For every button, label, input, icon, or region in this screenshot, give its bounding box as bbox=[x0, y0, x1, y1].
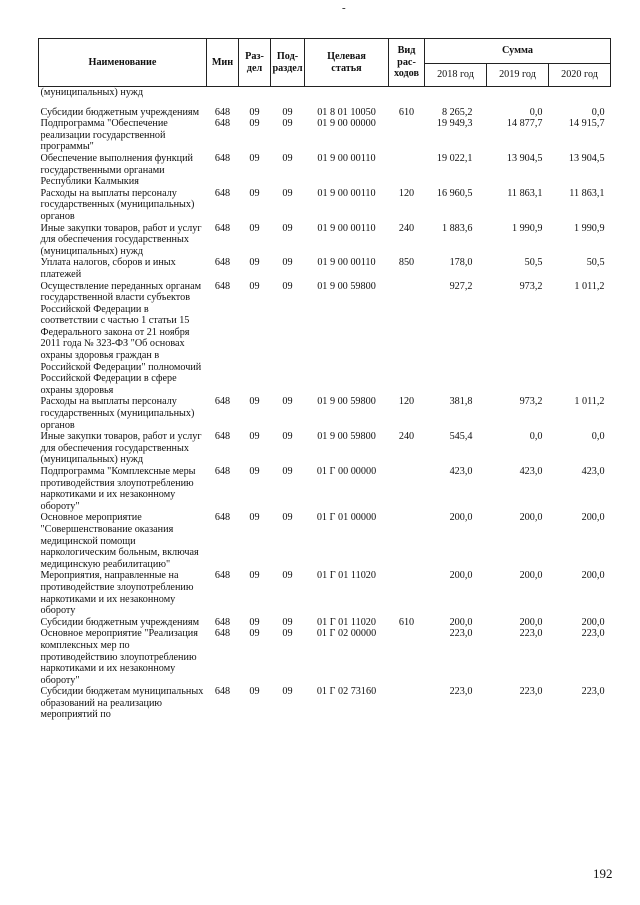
row-sum-2019: 200,0 bbox=[519, 512, 543, 524]
header-summa: Сумма bbox=[425, 39, 611, 64]
row-name: Осуществление переданных органам государственной власти субъектов Российской Федерации в соответствии с частью 1 статьи 15 Федерального закона от 21 ноября 2011 года № 323-ФЗ "Об основах охраны здоровья граждан в Российской Федерации" полномочий Российской Федерации в сфере охраны здоровья bbox=[40, 280, 202, 396]
page-number: 192 bbox=[593, 866, 613, 881]
row-sum-2019: 11 863,1 bbox=[507, 187, 543, 199]
row-sum-2018: 19 022,1 bbox=[436, 152, 473, 164]
row-sum-2020: 13 904,5 bbox=[568, 152, 605, 164]
row-min: 648 bbox=[214, 431, 231, 443]
row-min: 648 bbox=[214, 628, 231, 640]
row-razdel: 09 bbox=[249, 106, 260, 118]
header-vid: Вид рас- ходов bbox=[389, 39, 425, 87]
header-2019: 2019 год bbox=[487, 64, 549, 87]
row-sum-2018: 545,4 bbox=[449, 431, 473, 443]
row-min: 648 bbox=[214, 396, 231, 408]
table-row bbox=[39, 466, 611, 512]
row-podrazdel: 09 bbox=[282, 466, 293, 477]
header-celevaya: Целевая статья bbox=[305, 39, 389, 87]
row-min: 648 bbox=[214, 512, 231, 524]
row-sum-2020: 11 863,1 bbox=[569, 187, 605, 199]
table-row bbox=[39, 431, 611, 466]
row-vid: 610 bbox=[398, 616, 415, 628]
header-2020: 2020 год bbox=[549, 64, 611, 87]
table-row bbox=[39, 188, 611, 223]
row-name: Уплата налогов, сборов и иных платежей bbox=[40, 257, 176, 280]
row-min: 648 bbox=[214, 257, 231, 269]
row-sum-2018: 16 960,5 bbox=[436, 187, 473, 199]
row-min: 648 bbox=[214, 570, 231, 582]
row-sum-2018: 200,0 bbox=[449, 570, 473, 582]
row-vid: 850 bbox=[398, 257, 415, 269]
row-podrazdel: 09 bbox=[282, 628, 293, 640]
row-sum-2019: 50,5 bbox=[524, 257, 543, 269]
continuation-text: (муниципальных) нужд bbox=[40, 87, 143, 98]
row-sum-2019: 223,0 bbox=[519, 628, 543, 640]
row-sum-2018: 8 265,2 bbox=[441, 106, 473, 118]
row-sum-2018: 381,8 bbox=[449, 396, 473, 408]
table-row bbox=[39, 257, 611, 280]
row-sum-2019: 0,0 bbox=[529, 431, 543, 443]
row-sum-2019: 200,0 bbox=[519, 570, 543, 582]
header-2018: 2018 год bbox=[425, 64, 487, 87]
row-vid bbox=[389, 153, 425, 188]
row-sum-2018: 178,0 bbox=[449, 257, 473, 269]
row-sum-2020: 0,0 bbox=[591, 106, 605, 118]
row-podrazdel: 09 bbox=[282, 431, 293, 443]
row-sum-2019: 14 877,7 bbox=[506, 118, 543, 130]
row-razdel: 09 bbox=[249, 628, 260, 640]
row-celevaya: 01 9 00 00110 bbox=[317, 222, 376, 234]
row-name: Подпрограмма "Обеспечение реализации государственной программы" bbox=[40, 118, 168, 153]
header-razdel: Раз- дел bbox=[239, 39, 271, 87]
row-name: Мероприятия, направленные на противодействие злоупотреблению наркотиками и их незаконному обороту bbox=[40, 570, 194, 617]
row-name: Иные закупки товаров, работ и услуг для обеспечения государственных (муниципальных) нужд bbox=[40, 222, 202, 257]
row-razdel: 09 bbox=[249, 616, 260, 628]
budget-table bbox=[38, 38, 611, 721]
top-mark: - bbox=[342, 2, 346, 14]
table-row bbox=[39, 153, 611, 188]
row-celevaya: 01 Г 01 11020 bbox=[317, 616, 376, 628]
row-razdel: 09 bbox=[249, 431, 260, 443]
row-min: 648 bbox=[214, 106, 231, 118]
row-name: Подпрограмма "Комплексные меры противодействия злоупотреблению наркотиками и их незаконному обороту" bbox=[40, 466, 196, 512]
row-vid: 240 bbox=[398, 431, 415, 443]
row-name: Расходы на выплаты персоналу государственных (муниципальных) органов bbox=[40, 396, 195, 431]
row-name: Иные закупки товаров, работ и услуг для обеспечения государственных (муниципальных) нужд bbox=[40, 431, 202, 466]
table-row bbox=[39, 570, 611, 616]
row-vid: 610 bbox=[398, 106, 415, 118]
row-razdel: 09 bbox=[249, 280, 260, 292]
header-name: Наименование bbox=[39, 39, 207, 87]
row-sum-2018: 223,0 bbox=[449, 686, 473, 698]
row-min: 648 bbox=[214, 222, 231, 234]
row-sum-2018: 200,0 bbox=[449, 512, 473, 524]
row-podrazdel: 09 bbox=[282, 616, 293, 628]
row-name: Расходы на выплаты персоналу государственных (муниципальных) органов bbox=[40, 187, 195, 222]
row-name: Субсидии бюджетным учреждениям bbox=[40, 616, 200, 628]
row-razdel: 09 bbox=[249, 686, 260, 698]
row-sum-2018: 1 883,6 bbox=[441, 222, 473, 234]
row-sum-2019: 1 990,9 bbox=[511, 222, 543, 234]
row-vid bbox=[389, 281, 425, 397]
continuation-row bbox=[39, 87, 611, 99]
row-vid bbox=[389, 628, 425, 686]
row-sum-2020: 200,0 bbox=[581, 512, 605, 524]
row-vid bbox=[389, 118, 425, 153]
row-name: Основное мероприятие "Реализация комплексных мер по противодействию злоупотреблению наркотиками и их незаконному обороту" bbox=[40, 628, 198, 686]
row-podrazdel: 09 bbox=[282, 686, 293, 698]
row-min: 648 bbox=[214, 118, 231, 130]
row-podrazdel: 09 bbox=[282, 106, 293, 118]
row-min: 648 bbox=[214, 152, 231, 164]
row-celevaya: 01 Г 01 11020 bbox=[317, 570, 376, 582]
row-sum-2020: 1 011,2 bbox=[574, 396, 605, 408]
table-header bbox=[39, 39, 611, 87]
row-razdel: 09 bbox=[249, 257, 260, 269]
row-podrazdel: 09 bbox=[282, 257, 293, 269]
row-razdel: 09 bbox=[249, 570, 260, 582]
row-sum-2018: 423,0 bbox=[449, 466, 473, 477]
row-sum-2018: 927,2 bbox=[449, 280, 473, 292]
row-sum-2020: 423,0 bbox=[581, 466, 605, 477]
row-sum-2020: 0,0 bbox=[591, 431, 605, 443]
row-min: 648 bbox=[214, 686, 231, 698]
row-razdel: 09 bbox=[249, 512, 260, 524]
row-razdel: 09 bbox=[249, 187, 260, 199]
row-celevaya: 01 Г 02 73160 bbox=[316, 686, 377, 698]
row-sum-2018: 200,0 bbox=[449, 616, 473, 628]
row-sum-2020: 223,0 bbox=[581, 686, 605, 698]
row-celevaya: 01 9 00 00110 bbox=[317, 152, 376, 164]
row-sum-2019: 973,2 bbox=[519, 280, 543, 292]
row-podrazdel: 09 bbox=[282, 152, 293, 164]
row-podrazdel: 09 bbox=[282, 118, 293, 130]
row-podrazdel: 09 bbox=[282, 396, 293, 408]
row-name: Основное мероприятие "Совершенствование оказания медицинской помощи наркологическим больным, включая медицинскую реабилитацию" bbox=[40, 512, 199, 570]
row-sum-2019: 973,2 bbox=[519, 396, 543, 408]
row-sum-2020: 223,0 bbox=[581, 628, 605, 640]
row-celevaya: 01 9 00 00110 bbox=[317, 187, 376, 199]
row-vid bbox=[389, 466, 425, 512]
row-celevaya: 01 9 00 00110 bbox=[317, 257, 376, 269]
table-row bbox=[39, 281, 611, 397]
row-podrazdel: 09 bbox=[282, 570, 293, 582]
row-sum-2019: 0,0 bbox=[529, 106, 543, 118]
row-sum-2019: 200,0 bbox=[519, 616, 543, 628]
row-razdel: 09 bbox=[249, 396, 260, 408]
row-min: 648 bbox=[214, 616, 231, 628]
table-row bbox=[39, 223, 611, 258]
table-row bbox=[39, 118, 611, 153]
row-sum-2020: 50,5 bbox=[586, 257, 605, 269]
row-celevaya: 01 9 00 00000 bbox=[317, 118, 376, 130]
row-sum-2019: 223,0 bbox=[519, 686, 543, 698]
row-vid bbox=[389, 570, 425, 616]
row-podrazdel: 09 bbox=[282, 222, 293, 234]
row-sum-2020: 14 915,7 bbox=[568, 118, 605, 130]
table-row bbox=[39, 628, 611, 686]
row-podrazdel: 09 bbox=[282, 280, 293, 292]
row-celevaya: 01 9 00 59800 bbox=[317, 396, 376, 408]
row-min: 648 bbox=[214, 187, 231, 199]
row-razdel: 09 bbox=[249, 152, 260, 164]
table-row bbox=[39, 107, 611, 119]
row-podrazdel: 09 bbox=[282, 187, 293, 199]
row-sum-2019: 423,0 bbox=[519, 466, 543, 477]
row-podrazdel: 09 bbox=[282, 512, 293, 524]
row-sum-2018: 223,0 bbox=[449, 628, 473, 640]
row-celevaya: 01 9 00 59800 bbox=[317, 280, 376, 292]
row-celevaya: 01 Г 02 00000 bbox=[316, 628, 377, 640]
row-razdel: 09 bbox=[249, 222, 260, 234]
row-sum-2020: 200,0 bbox=[581, 570, 605, 582]
row-celevaya: 01 9 00 59800 bbox=[317, 431, 376, 443]
row-name: Субсидии бюджетным учреждениям bbox=[40, 106, 200, 118]
row-sum-2020: 200,0 bbox=[581, 616, 605, 628]
row-celevaya: 01 8 01 10050 bbox=[317, 106, 376, 118]
row-sum-2018: 19 949,3 bbox=[436, 118, 473, 130]
header-min: Мин bbox=[207, 39, 239, 87]
row-sum-2020: 1 990,9 bbox=[573, 222, 605, 234]
row-celevaya: 01 Г 01 00000 bbox=[316, 512, 377, 524]
row-vid bbox=[389, 512, 425, 570]
row-razdel: 09 bbox=[249, 118, 260, 130]
row-min: 648 bbox=[214, 280, 231, 292]
table-row bbox=[39, 396, 611, 431]
row-vid bbox=[389, 686, 425, 721]
table-body bbox=[39, 87, 611, 722]
row-min: 648 bbox=[214, 466, 231, 477]
table-row bbox=[39, 686, 611, 721]
header-podrazdel: Под- раздел bbox=[271, 39, 305, 87]
row-vid: 120 bbox=[398, 187, 415, 199]
row-razdel: 09 bbox=[249, 466, 260, 477]
row-name: Субсидии бюджетам муниципальных образований на реализацию мероприятий по bbox=[40, 686, 204, 721]
table-row bbox=[39, 512, 611, 570]
row-vid: 240 bbox=[398, 222, 415, 234]
row-vid: 120 bbox=[398, 396, 415, 408]
table-row bbox=[39, 617, 611, 629]
row-sum-2020: 1 011,2 bbox=[574, 280, 605, 292]
row-sum-2019: 13 904,5 bbox=[506, 152, 543, 164]
row-celevaya: 01 Г 00 00000 bbox=[316, 466, 377, 477]
row-name: Обеспечение выполнения функций государственными органами Республики Калмыкия bbox=[40, 152, 193, 188]
